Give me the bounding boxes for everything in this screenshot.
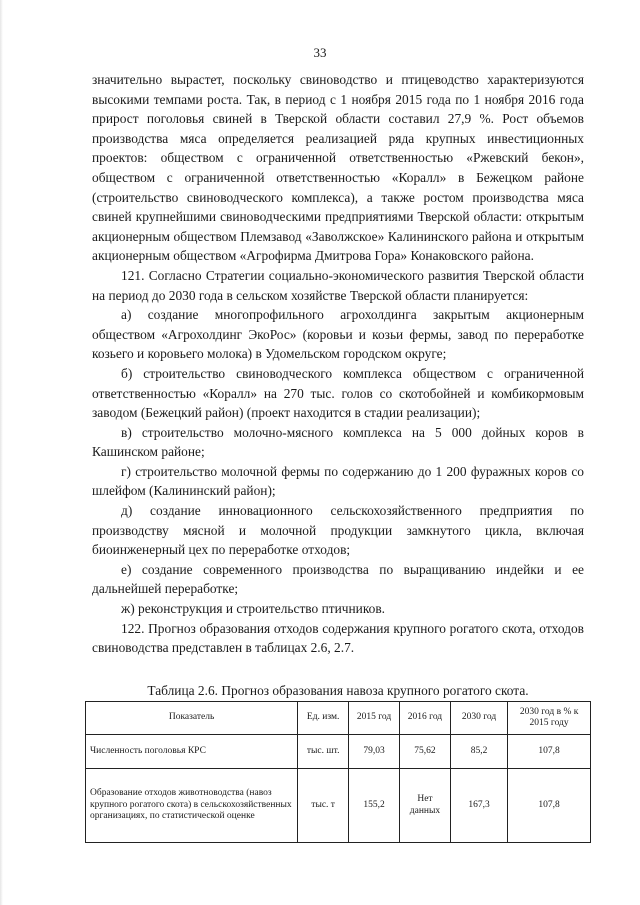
cell-unit: тыс. шт. bbox=[298, 735, 349, 769]
header-2016: 2016 год bbox=[400, 702, 451, 735]
table-caption: Таблица 2.6. Прогноз образования навоза крупного рогатого скота. bbox=[147, 683, 529, 698]
list-item-zh: ж) реконструкция и строительство птичников. bbox=[121, 601, 386, 617]
forecast-table bbox=[85, 701, 591, 843]
paragraph-121: 121. Согласно Стратегии социально-экономического развития Тверской области на период до 2030 года в сельском хозяйстве Тверской области планируется: bbox=[92, 267, 584, 303]
list-item-e: е) создание современного производства по выращиванию индейки и ее дальнейшей переработке; bbox=[92, 561, 584, 597]
list-item-d: д) создание инновационного сельскохозяйственного предприятия по производству мясной и молочной продукции замкнутого цикла, включая биоинженерный цех по переработке отходов; bbox=[92, 503, 584, 558]
header-2015: 2015 год bbox=[349, 702, 400, 735]
table-row bbox=[86, 769, 591, 843]
list-item-v: в) строительство молочно-мясного комплекса на 5 000 дойных коров в Кашинском районе; bbox=[92, 424, 584, 460]
cell-2015: 79,03 bbox=[349, 735, 400, 769]
table-header-row bbox=[86, 702, 591, 735]
body-text bbox=[92, 70, 584, 658]
cell-2030-percent: 107,8 bbox=[508, 735, 591, 769]
page-number: 33 bbox=[313, 45, 327, 60]
scan-edge-shadow bbox=[0, 0, 3, 905]
cell-2030: 167,3 bbox=[450, 769, 507, 843]
cell-indicator: Численность поголовья КРС bbox=[86, 735, 298, 769]
header-2030-percent: 2030 год в % к 2015 году bbox=[508, 702, 591, 735]
header-indicator: Показатель bbox=[86, 702, 298, 735]
list-item-g: г) строительство молочной фермы по содержанию до 1 200 фуражных коров со шлейфом (Калининский район); bbox=[92, 463, 584, 499]
cell-2030: 85,2 bbox=[450, 735, 507, 769]
cell-2016: 75,62 bbox=[400, 735, 451, 769]
list-item-a: а) создание многопрофильного агрохолдинга закрытым акционерным обществом «Агрохолдинг ЭкоРос» (коровьи и козьи фермы, завод по переработке козьего и коровьего молока) в Удомельском городском округе; bbox=[92, 307, 584, 362]
cell-2015: 155,2 bbox=[349, 769, 400, 843]
cell-2030-percent: 107,8 bbox=[508, 769, 591, 843]
cell-unit: тыс. т bbox=[298, 769, 349, 843]
cell-2016: Нет данных bbox=[400, 769, 451, 843]
paragraph-1: значительно вырастет, поскольку свиноводство и птицеводство характеризуются высокими темпами роста. Так, в период с 1 ноября 2015 года по 1 ноября 2016 года прирост поголовья свиней в Тверской области составил 27,9 %. Рост объемов производства мяса определяется реализацией ряда крупных инвестиционных проектов: обществом с ограниченной ответственностью «Ржевский бекон», обществом с ограниченной ответственностью «Коралл» в Бежецком районе (строительство свиноводческого комплекса), а также ростом производства мяса свиней крупнейшими свиноводческими предприятиями Тверской области: открытым акционерным обществом Племзавод «Заволжское» Калининского района и открытым акционерным обществом «Агрофирма Дмитрова Гора» Конаковского района. bbox=[92, 72, 584, 264]
header-unit: Ед. изм. bbox=[298, 702, 349, 735]
table-row bbox=[86, 735, 591, 769]
paragraph-122: 122. Прогноз образования отходов содержания крупного рогатого скота, отходов свиноводства представлен в таблицах 2.6, 2.7. bbox=[92, 620, 584, 656]
header-2030: 2030 год bbox=[450, 702, 507, 735]
list-item-b: б) строительство свиноводческого комплекса обществом с ограниченной ответственностью «Коралл» на 270 тыс. голов со скотобойней и комбикормовым заводом (Бежецкий район) (проект находится в стадии реализации); bbox=[92, 365, 584, 421]
cell-indicator: Образование отходов животноводства (навоз крупного рогатого скота) в сельскохозяйственных организациях, по статистической оценке bbox=[86, 769, 298, 843]
